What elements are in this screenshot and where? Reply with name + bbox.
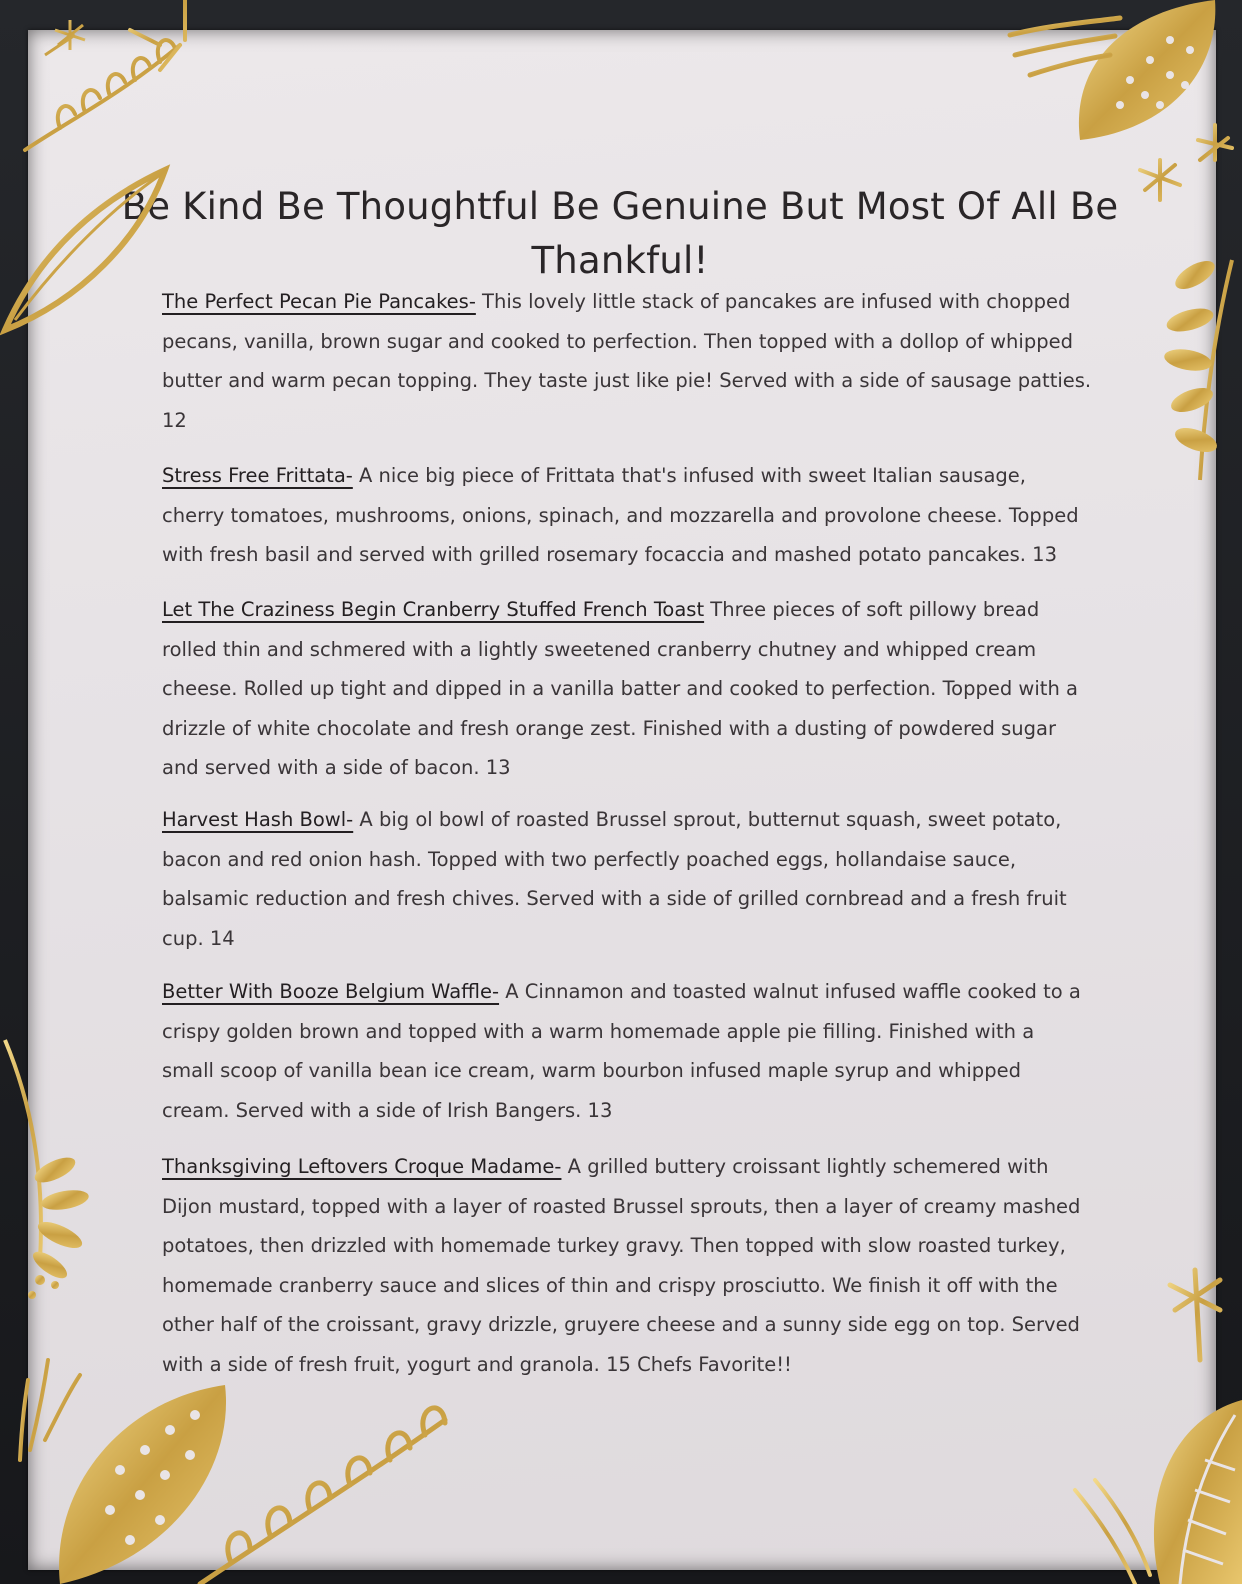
menu-item-belgium-waffle <box>162 972 1092 1130</box>
menu-item-description: Three pieces of soft pillowy bread rolled thin and schmered with a lightly sweetened cranberry chutney and whipped cream cheese. Rolled up tight and dipped in a vanilla batter and cooked to perfection. Topped with a drizzle of white chocolate and fresh orange zest. Finished with a dusting of powdered sugar and served with a side of bacon. 13 <box>162 598 1078 779</box>
menu-item-french-toast <box>162 590 1092 788</box>
menu-item-name: Harvest Hash Bowl- <box>162 808 354 831</box>
menu-item-name: Let The Craziness Begin Cranberry Stuffed French Toast <box>162 598 705 621</box>
menu-item-description: This lovely little stack of pancakes are infused with chopped pecans, vanilla, brown sugar and cooked to perfection. Then topped with a dollop of whipped butter and warm pecan topping. They taste just like pie! Served with a side of sausage patties. 12 <box>162 290 1092 432</box>
menu-item-description: A nice big piece of Frittata that's infused with sweet Italian sausage, cherry tomatoes, mushrooms, onions, spinach, and mozzarella and provolone cheese. Topped with fresh basil and served with grilled rosemary focaccia and mashed potato pancakes. 13 <box>162 464 1079 566</box>
menu-item-croque-madame <box>162 1147 1092 1384</box>
menu-item-description: A grilled buttery croissant lightly schemered with Dijon mustard, topped with a layer of roasted Brussel sprouts, then a layer of creamy mashed potatoes, then drizzled with homemade turkey gravy. Then topped with slow roasted turkey, homemade cranberry sauce and slices of thin and crispy prosciutto. We finish it off with the other half of the croissant, gravy drizzle, gruyere cheese and a sunny side egg on top. Served with a side of fresh fruit, yogurt and granola. 15 Chefs Favorite!! <box>162 1155 1081 1376</box>
menu-item-name: Better With Booze Belgium Waffle- <box>162 980 500 1003</box>
menu-item-name: The Perfect Pecan Pie Pancakes- <box>162 290 476 313</box>
menu-item-pecan-pie-pancakes <box>162 282 1092 440</box>
menu-title: Be Kind Be Thoughtful Be Genuine But Most Of All Be Thankful! <box>121 184 1119 282</box>
menu-item-harvest-hash-bowl <box>162 800 1092 958</box>
menu-item-name: Thanksgiving Leftovers Croque Madame- <box>162 1155 562 1178</box>
menu-item-name: Stress Free Frittata- <box>162 464 353 487</box>
menu-item-description: A big ol bowl of roasted Brussel sprout, butternut squash, sweet potato, bacon and red onion hash. Topped with two perfectly poached eggs, hollandaise sauce, balsamic reduction and fresh chives. Served with a side of grilled cornbread and a fresh fruit cup. 14 <box>162 808 1067 950</box>
menu-item-frittata <box>162 456 1092 575</box>
menu-item-description: A Cinnamon and toasted walnut infused waffle cooked to a crispy golden brown and topped with a warm homemade apple pie filling. Finished with a small scoop of vanilla bean ice cream, warm bourbon infused maple syrup and whipped cream. Served with a side of Irish Bangers. 13 <box>162 980 1081 1122</box>
